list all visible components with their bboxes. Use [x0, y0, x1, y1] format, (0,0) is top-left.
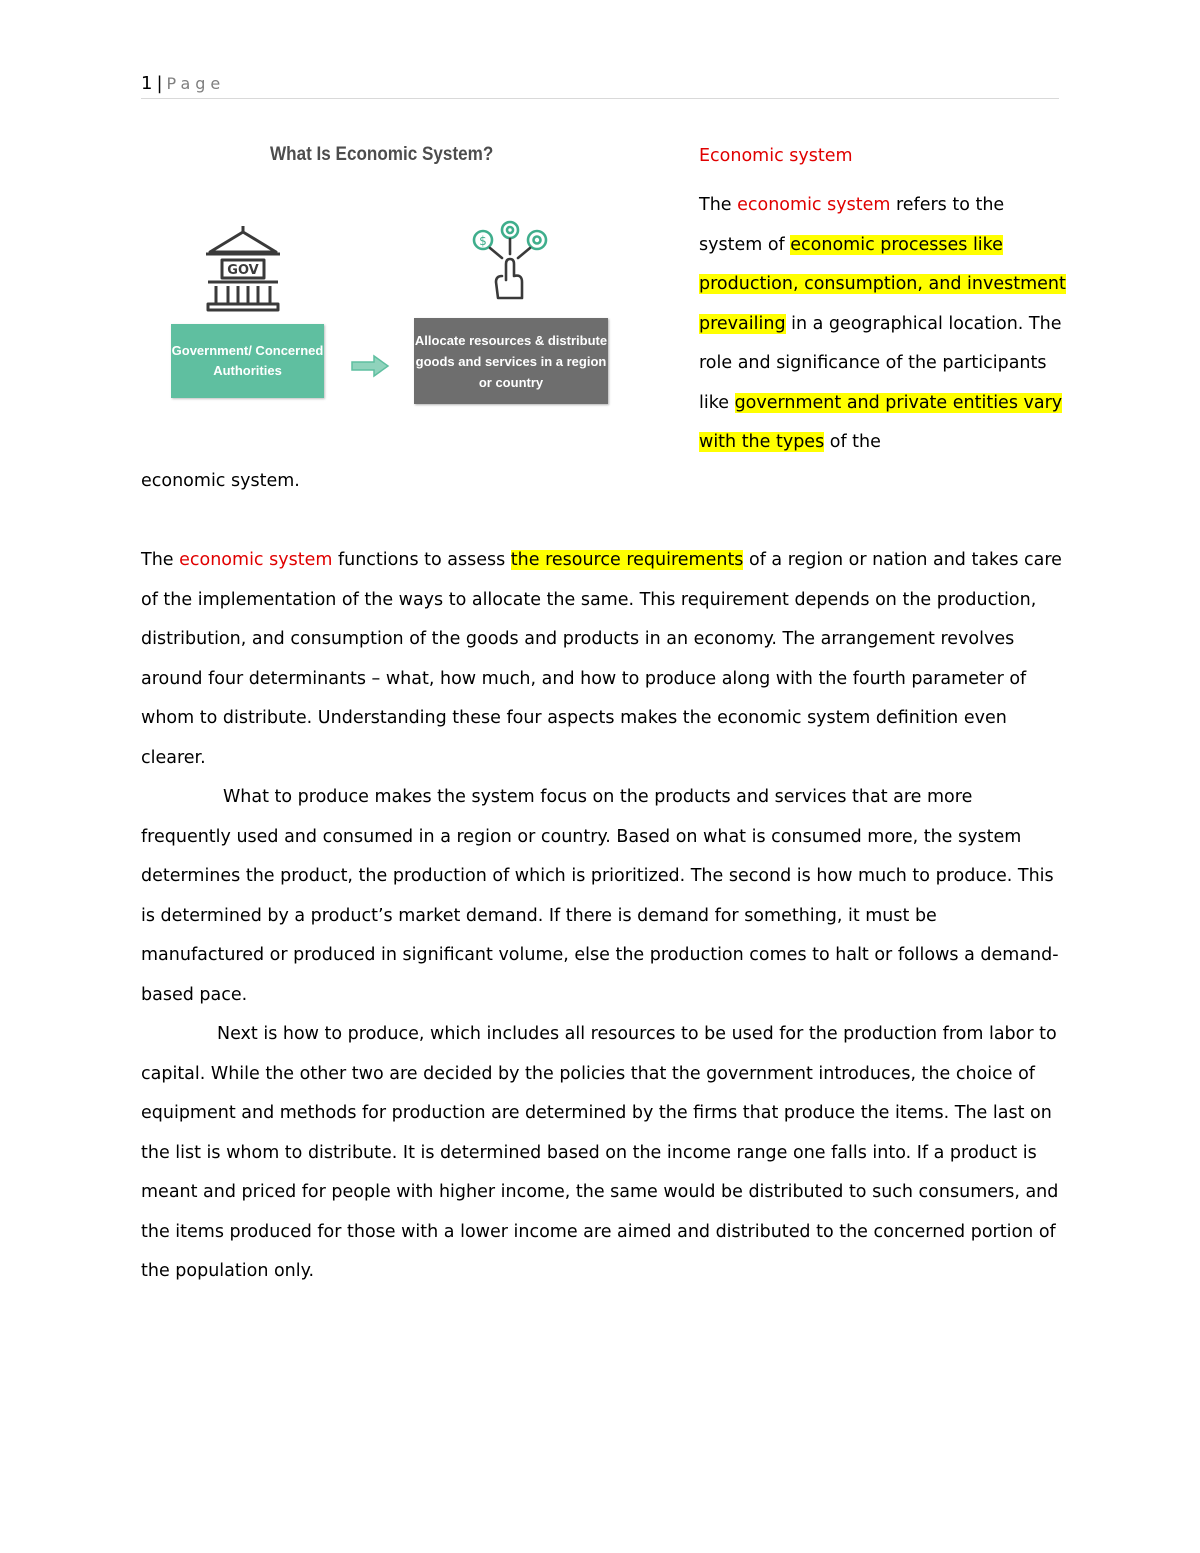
- paragraph-functions: [141, 541, 1063, 778]
- allocate-resources-box: Allocate resources & distribute goods and services in a region or country: [414, 318, 608, 404]
- text-run: The: [141, 550, 180, 570]
- text-run: refers to the system of: [699, 195, 1005, 255]
- red-text-run: economic system: [737, 195, 891, 215]
- page-label: Page: [166, 74, 226, 93]
- side-column: [699, 140, 1069, 463]
- body-text: [141, 541, 1063, 1292]
- definition-paragraph: [699, 186, 1069, 463]
- text-run: of the: [824, 432, 881, 452]
- government-building-icon: [204, 224, 282, 314]
- text-run: of a region or nation and takes care of the implementation of the ways to allocate the same. This requirement depends on the production, distribution, and consumption of the goods and products in an economy. The arrangement revolves around four determinants – what, how much, and how to produce along with the fourth parameter of whom to distribute. Understanding these four aspects makes the economic system definition even clearer.: [141, 550, 1062, 768]
- paragraph-how-to-produce: Next is how to produce, which includes all resources to be used for the production from labor to capital. While the other two are decided by the policies that the government introduces, the choice of equipment and methods for production are determined by the firms that produce the items. The last on the list is whom to distribute. It is determined based on the income range one falls into. If a product is meant and priced for people with higher income, the same would be distributed to such consumers, and the items produced for those with a lower income are aimed and distributed to the concerned portion of the population only.: [141, 1024, 1059, 1281]
- government-box: Government/ Concerned Authorities: [171, 324, 324, 398]
- section-heading: Economic system: [699, 146, 853, 166]
- text-run: functions to assess: [332, 550, 511, 570]
- red-text-run: economic system: [179, 550, 333, 570]
- highlighted-text-run: economic processes like production, consumption, and investment prevailing: [699, 234, 1066, 334]
- gov-sign-text: GOV: [227, 263, 259, 278]
- svg-text:$: $: [479, 234, 487, 248]
- page-separator: |: [156, 73, 163, 94]
- page-number: 1: [141, 73, 153, 94]
- highlighted-text-run: government and private entities vary with the types: [699, 392, 1063, 452]
- figure-title: What Is Economic System?: [270, 144, 494, 165]
- economic-system-figure: [160, 136, 630, 426]
- money-distribution-icon: [470, 218, 550, 308]
- highlighted-text-run: the resource requirements: [510, 550, 744, 570]
- text-run: in a geographical location. The role and significance of the participants like: [699, 313, 1062, 413]
- page-header: [141, 70, 1059, 99]
- definition-paragraph-continued: economic system.: [141, 471, 300, 491]
- text-run: The: [699, 195, 738, 215]
- paragraph-what-to-produce: What to produce makes the system focus on the products and services that are more frequently used and consumed in a region or country. Based on what is consumed more, the system determines the product, the production of which is prioritized. The second is how much to produce. This is determined by a product’s market demand. If there is demand for something, it must be manufactured or produced in significant volume, else the production comes to halt or follows a demand-based pace.: [141, 787, 1059, 1005]
- arrow-right-icon: [350, 354, 390, 378]
